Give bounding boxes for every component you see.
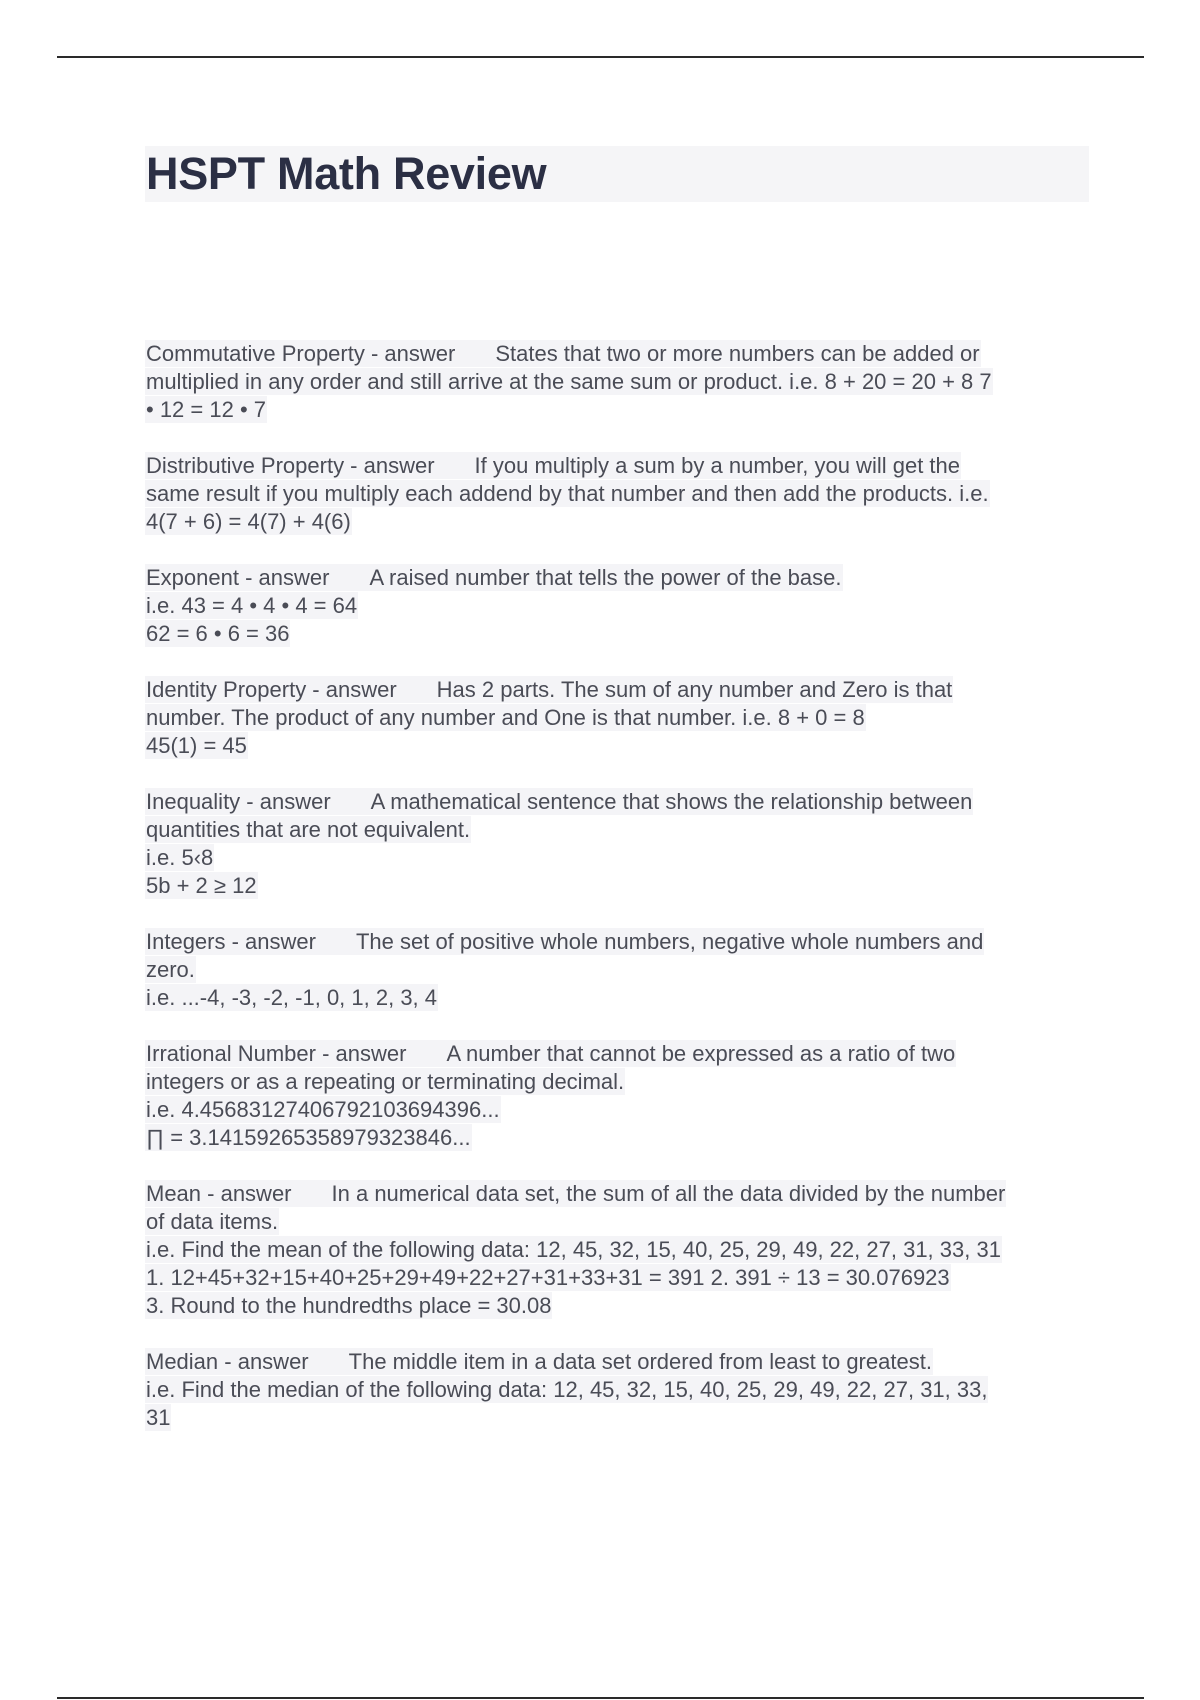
bottom-rule bbox=[57, 1697, 1144, 1699]
entry-line: If you multiply a sum by a number, you will get the bbox=[474, 453, 960, 478]
entry-line: Has 2 parts. The sum of any number and Zero is that bbox=[436, 677, 953, 702]
entry-line: i.e. 43 = 4 • 4 • 4 = 64 bbox=[146, 593, 358, 618]
entry-line: of data items. bbox=[146, 1209, 279, 1234]
entry-line: A raised number that tells the power of the base. bbox=[369, 565, 842, 590]
entry-line: i.e. 5‹8 bbox=[146, 845, 214, 870]
entry-line: The middle item in a data set ordered from least to greatest. bbox=[348, 1349, 932, 1374]
entry-line: i.e. ...-4, -3, -2, -1, 0, 1, 2, 3, 4 bbox=[146, 985, 438, 1010]
entry-term: Mean - answer bbox=[146, 1181, 292, 1206]
entry-line: A number that cannot be expressed as a ratio of two bbox=[446, 1041, 956, 1066]
entry-term: Commutative Property - answer bbox=[146, 341, 456, 366]
entry-term: Median - answer bbox=[146, 1349, 309, 1374]
entry-line: i.e. Find the median of the following data: 12, 45, 32, 15, 40, 25, 29, 49, 22, 27, 31, 33, bbox=[146, 1377, 988, 1402]
entry-median bbox=[146, 1348, 1092, 1432]
entry-line: i.e. Find the mean of the following data: 12, 45, 32, 15, 40, 25, 29, 49, 22, 27, 31, 33, 31 bbox=[146, 1237, 1001, 1262]
entry-irrational-number bbox=[146, 1040, 1092, 1152]
entries-list bbox=[146, 340, 1092, 1460]
entry-line: A mathematical sentence that shows the relationship between bbox=[370, 789, 973, 814]
entry-line: In a numerical data set, the sum of all the data divided by the number bbox=[331, 1181, 1006, 1206]
entry-identity-property bbox=[146, 676, 1092, 760]
entry-line: number. The product of any number and One is that number. i.e. 8 + 0 = 8 bbox=[146, 705, 865, 730]
entry-line: i.e. 4.45683127406792103694396... bbox=[146, 1097, 500, 1122]
entry-line: quantities that are not equivalent. bbox=[146, 817, 471, 842]
entry-distributive-property bbox=[146, 452, 1092, 536]
entry-term: Integers - answer bbox=[146, 929, 316, 954]
entry-line: 1. 12+45+32+15+40+25+29+49+22+27+31+33+31 = 391 2. 391 ÷ 13 = 30.076923 bbox=[146, 1265, 950, 1290]
entry-line: States that two or more numbers can be added or bbox=[495, 341, 980, 366]
entry-line: 62 = 6 • 6 = 36 bbox=[146, 621, 290, 646]
entry-mean bbox=[146, 1180, 1092, 1320]
entry-line: 3. Round to the hundredths place = 30.08 bbox=[146, 1293, 552, 1318]
entry-line: • 12 = 12 • 7 bbox=[146, 397, 266, 422]
entry-inequality bbox=[146, 788, 1092, 900]
entry-line: integers or as a repeating or terminating decimal. bbox=[146, 1069, 625, 1094]
entry-line: ∏ = 3.14159265358979323846... bbox=[146, 1125, 471, 1150]
entry-term: Irrational Number - answer bbox=[146, 1041, 407, 1066]
entry-commutative-property bbox=[146, 340, 1092, 424]
entry-line: 31 bbox=[146, 1405, 171, 1430]
entry-line: zero. bbox=[146, 957, 195, 982]
entry-term: Distributive Property - answer bbox=[146, 453, 435, 478]
entry-integers bbox=[146, 928, 1092, 1012]
entry-line: multiplied in any order and still arrive at the same sum or product. i.e. 8 + 20 = 20 + 8 7 bbox=[146, 369, 992, 394]
entry-term: Exponent - answer bbox=[146, 565, 330, 590]
entry-line: 45(1) = 45 bbox=[146, 733, 247, 758]
entry-line: 5b + 2 ≥ 12 bbox=[146, 873, 257, 898]
entry-exponent bbox=[146, 564, 1092, 648]
entry-line: The set of positive whole numbers, negative whole numbers and bbox=[355, 929, 984, 954]
page-title: HSPT Math Review bbox=[146, 148, 547, 199]
top-rule bbox=[57, 56, 1144, 58]
entry-line: 4(7 + 6) = 4(7) + 4(6) bbox=[146, 509, 351, 534]
entry-line: same result if you multiply each addend by that number and then add the products. i.e. bbox=[146, 481, 989, 506]
entry-term: Identity Property - answer bbox=[146, 677, 397, 702]
entry-term: Inequality - answer bbox=[146, 789, 331, 814]
